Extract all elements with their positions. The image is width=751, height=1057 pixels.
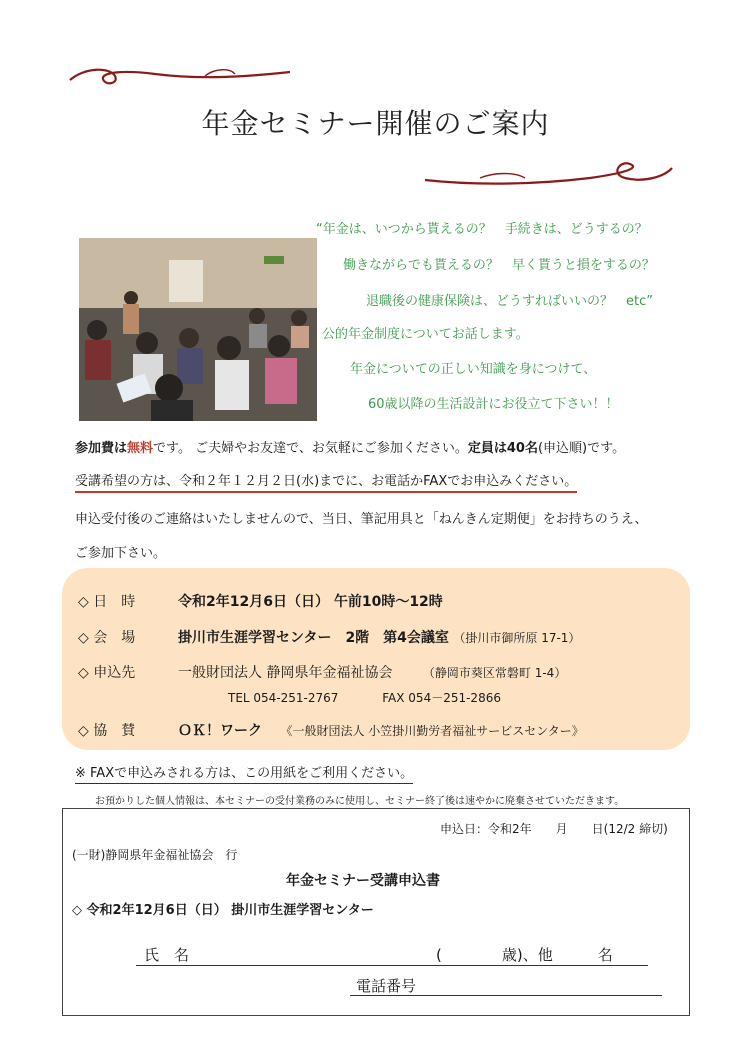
quote-line-1: “年金は、いつから貰えるの？ 手続きは、どうするの？ xyxy=(316,222,648,237)
sponsor-row xyxy=(78,720,584,740)
venue-value: 掛川市生涯学習センター 2階 第4会議室 xyxy=(178,630,449,646)
application-date: 申込日：令和2年 月 日(12/2 締切) xyxy=(440,822,668,836)
date-row xyxy=(78,591,443,611)
venue-label: ◇ 会 場 xyxy=(78,630,136,646)
venue-address: （掛川市御所原 17-1） xyxy=(453,631,581,645)
seminar-photo-illustration xyxy=(79,238,317,421)
fax-note: ※ FAXで申込みされる方は、この用紙をご利用ください。 xyxy=(75,762,413,784)
quote-line-6: 60歳以降の生活設計にお役立て下さい！！ xyxy=(368,397,619,412)
phone-field-line[interactable] xyxy=(350,995,662,996)
fee-free: 無料 xyxy=(127,441,154,456)
phone-label: 電話番号 xyxy=(356,977,417,995)
apply-label: ◇ 申込先 xyxy=(78,665,136,681)
form-event: ◇ 令和2年12月6日（日） 掛川市生涯学習センター xyxy=(72,903,374,918)
decorative-flourish-top xyxy=(65,62,295,92)
form-recipient: (一財)静岡県年金福祉協会 行 xyxy=(72,848,238,862)
fax-number: FAX 054－251-2866 xyxy=(382,691,501,705)
quote-line-2: 働きながらでも貰えるの？ 早く貰うと損をするの？ xyxy=(343,258,655,273)
apply-row xyxy=(78,662,566,682)
capacity-text: 定員は40名 xyxy=(467,441,538,456)
sponsor-label: ◇ 協 賛 xyxy=(78,723,136,739)
seminar-photo xyxy=(79,238,317,421)
capacity-note: (申込順)です。 xyxy=(537,441,626,456)
age-companions-label: ( 歳)、他 名 xyxy=(436,946,613,964)
fee-line xyxy=(75,437,625,456)
name-label: 氏 名 xyxy=(144,946,190,964)
instructions-line-2: ご参加下さい。 xyxy=(75,546,167,561)
fee-text: です。 ご夫婦やお友達で、お気軽にご参加ください。 xyxy=(153,441,468,456)
quote-line-3: 退職後の健康保険は、どうすればいいの？ etc” xyxy=(366,294,653,309)
sponsor-value: ＯＫ！ワーク xyxy=(178,723,262,739)
apply-value: 一般財団法人 静岡県年金福祉協会 xyxy=(178,665,393,681)
quote-line-5: 年金についての正しい知識を身につけて、 xyxy=(350,362,597,377)
date-value: 令和2年12月6日（日） 午前10時～12時 xyxy=(178,594,443,610)
form-title: 年金セミナー受講申込書 xyxy=(286,873,440,889)
date-label: ◇ 日 時 xyxy=(78,594,136,610)
sponsor-note: 《一般財団法人 小笠掛川勤労者福祉サービスセンター》 xyxy=(280,724,584,738)
name-field-line[interactable] xyxy=(136,965,648,966)
page-title: 年金セミナー開催のご案内 xyxy=(201,107,550,140)
quote-line-4: 公的年金制度についてお話します。 xyxy=(322,327,529,342)
fee-label: 参加費は xyxy=(75,441,128,456)
deadline-text: 受講希望の方は、令和２年１２月２日(水)までに、お電話かFAXでお申込みください。 xyxy=(75,474,577,493)
apply-address: （静岡市葵区常磐町 1-4） xyxy=(422,666,567,680)
privacy-note: お預かりした個人情報は、本セミナーの受付業務のみに使用し、セミナー終了後は速やかに廃棄させていただきます。 xyxy=(95,796,625,807)
deadline-line xyxy=(75,470,577,489)
venue-row xyxy=(78,627,580,647)
instructions-line-1: 申込受付後のご連絡はいたしませんので、当日、筆記用具と「ねんきん定期便」をお持ちのうえ、 xyxy=(75,512,648,527)
decorative-flourish-bottom xyxy=(420,158,680,192)
tel-number: TEL 054-251-2767 xyxy=(228,691,339,705)
contact-row xyxy=(228,689,501,706)
